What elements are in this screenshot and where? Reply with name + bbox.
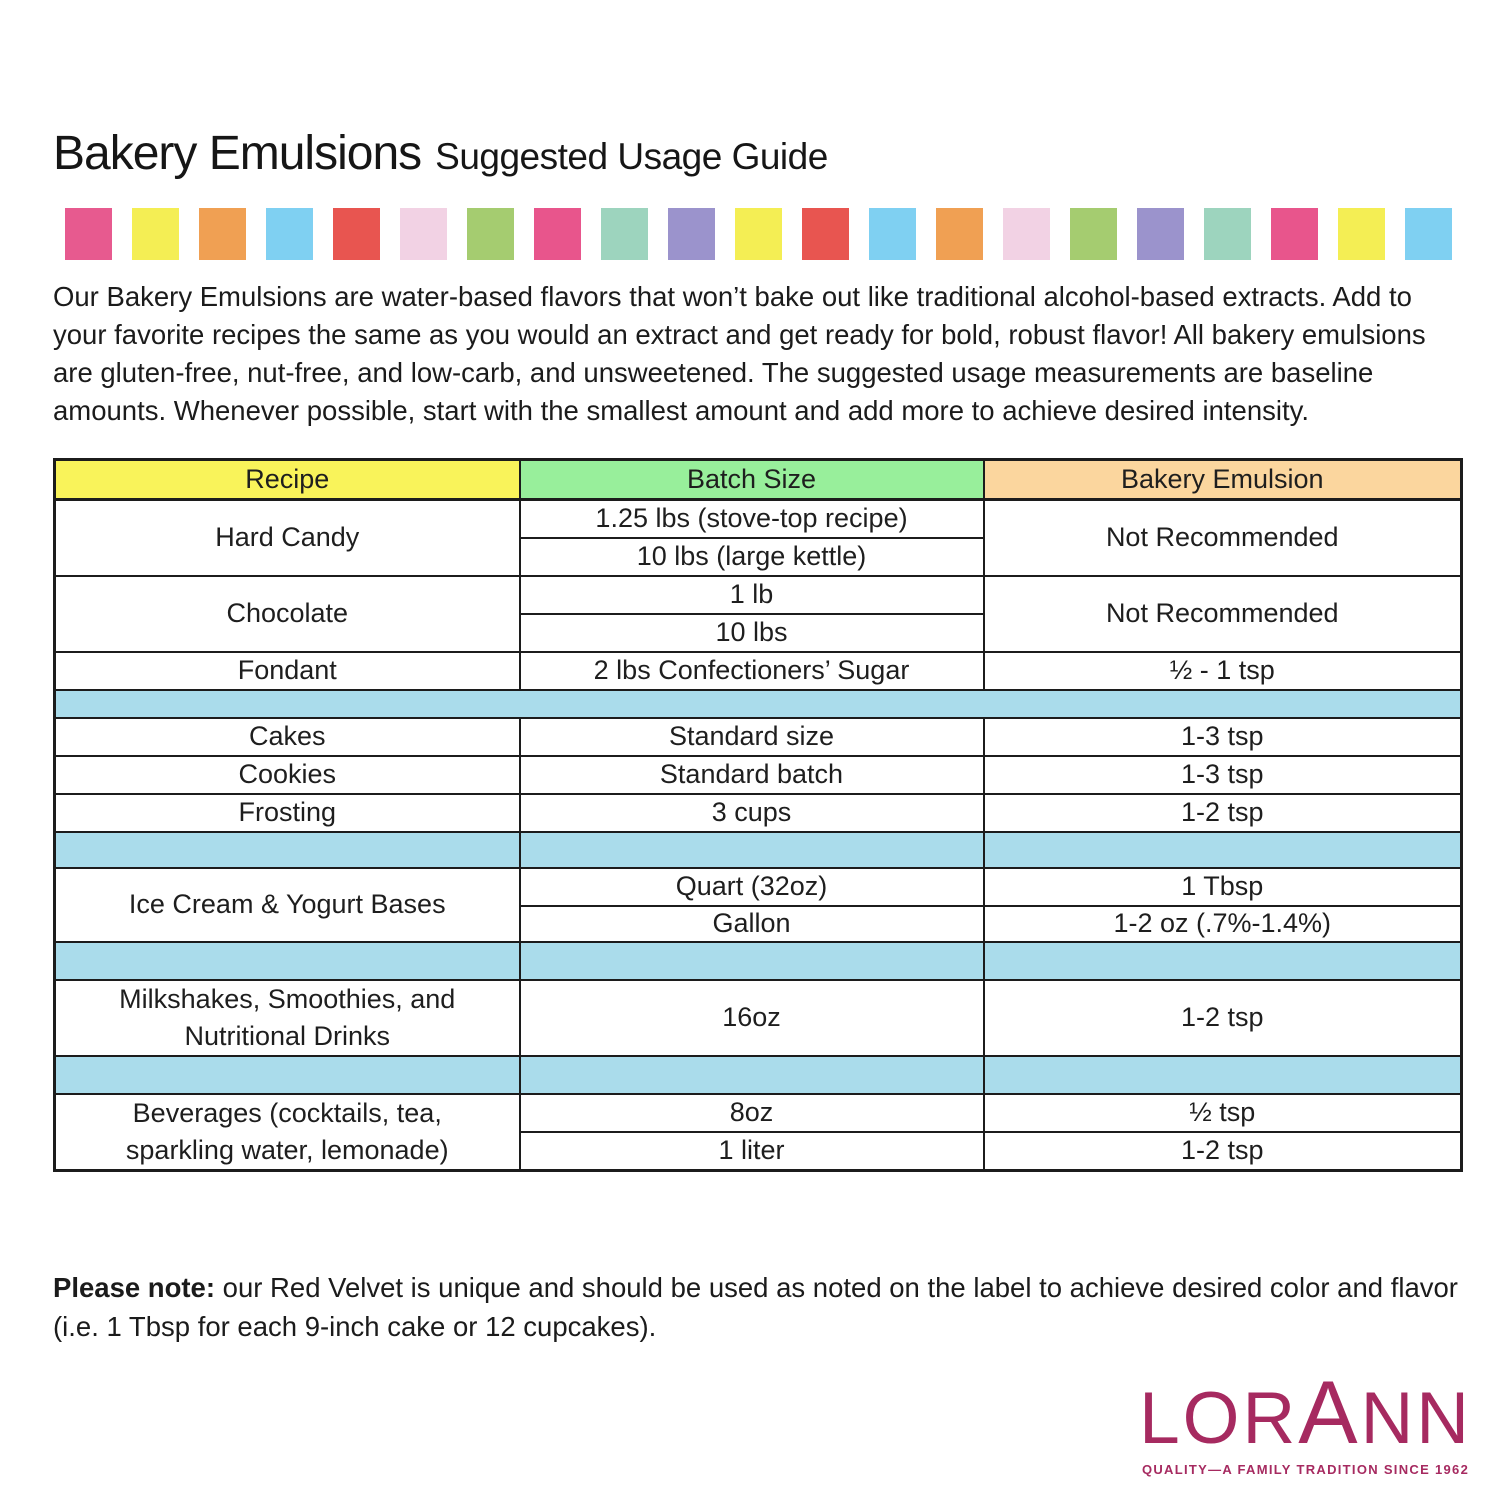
cell-batch-size: Standard size (520, 718, 984, 756)
cell-recipe: Chocolate (55, 576, 520, 652)
palette-square (467, 208, 514, 260)
palette-square (534, 208, 581, 260)
column-header-recipe: Recipe (55, 460, 520, 500)
separator-cell (520, 832, 984, 868)
separator-cell (984, 832, 1462, 868)
cell-batch-size: 10 lbs (large kettle) (520, 538, 984, 576)
usage-table (53, 458, 1463, 1172)
cell-batch-size: Quart (32oz) (520, 868, 984, 906)
wordmark-letter: O (1182, 1378, 1243, 1459)
separator-row (55, 1056, 1462, 1094)
separator-cell (984, 1056, 1462, 1094)
palette-square (132, 208, 179, 260)
cell-batch-size: 3 cups (520, 794, 984, 832)
cell-batch-size: 8oz (520, 1094, 984, 1132)
wordmark-letter: R (1242, 1378, 1299, 1459)
cell-emulsion: Not Recommended (984, 576, 1462, 652)
palette-square (869, 208, 916, 260)
palette-square (400, 208, 447, 260)
table-row-frosting (55, 794, 1462, 832)
palette-square (266, 208, 313, 260)
separator-row (55, 832, 1462, 868)
separator-row (55, 942, 1462, 980)
cell-batch-size: Standard batch (520, 756, 984, 794)
cell-emulsion: 1-2 tsp (984, 1132, 1462, 1170)
title-main: Bakery Emulsions (53, 127, 422, 180)
logo-tagline: QUALITY—A FAMILY TRADITION SINCE 1962 (1141, 1462, 1470, 1477)
cell-batch-size: 10 lbs (520, 614, 984, 652)
table-row-hard-candy (55, 500, 1462, 538)
cell-emulsion: 1 Tbsp (984, 868, 1462, 906)
table-row-milkshakes (55, 980, 1462, 1056)
cell-recipe (55, 1094, 520, 1171)
separator-cell (984, 942, 1462, 980)
palette-square (1271, 208, 1318, 260)
cell-emulsion: 1-2 tsp (984, 794, 1462, 832)
table-row-chocolate (55, 576, 1462, 614)
note-label: Please note: (53, 1271, 216, 1303)
separator-cell (55, 942, 520, 980)
separator-cell (520, 942, 984, 980)
color-palette-strip (65, 208, 1460, 260)
palette-square (1070, 208, 1117, 260)
cell-batch-size: 1 liter (520, 1132, 984, 1170)
cell-batch-size: 2 lbs Confectioners’ Sugar (520, 652, 984, 690)
table-row-cookies (55, 756, 1462, 794)
cell-recipe (55, 980, 520, 1056)
cell-batch-size: 1.25 lbs (stove-top recipe) (520, 500, 984, 538)
intro-paragraph: Our Bakery Emulsions are water-based flavors that won’t bake out like traditional alcohol-based extracts. Add to your favorite recipes the same as you would an extract and get ready for bold, robust flavor! All bakery emulsions are gluten-free, nut-free, and low-carb, and unsweetened. The suggested usage measurements are baseline amounts. Whenever possible, start with the smallest amount and add more to achieve desired intensity. (53, 281, 1426, 426)
table-row-cakes (55, 718, 1462, 756)
cell-recipe: Fondant (55, 652, 520, 690)
cell-emulsion: 1-2 oz (.7%-1.4%) (984, 906, 1462, 942)
wordmark-letter: N (1360, 1378, 1417, 1459)
separator-cell (55, 690, 1462, 718)
table-header-row (55, 460, 1462, 500)
cell-recipe: Frosting (55, 794, 520, 832)
cell-batch-size: Gallon (520, 906, 984, 942)
wordmark-letter: L (1139, 1378, 1183, 1459)
cell-batch-size: 16oz (520, 980, 984, 1056)
palette-square (1204, 208, 1251, 260)
cell-recipe-text: Milkshakes, Smoothies, and Nutritional Drinks (119, 983, 456, 1051)
cell-emulsion: ½ - 1 tsp (984, 652, 1462, 690)
palette-square (199, 208, 246, 260)
note-paragraph (53, 1268, 1460, 1346)
separator-cell (55, 832, 520, 868)
cell-recipe-text: Beverages (cocktails, tea, sparkling water, lemonade) (125, 1097, 449, 1165)
table-row-beverages (55, 1094, 1462, 1132)
palette-square (802, 208, 849, 260)
lorann-wordmark (1139, 1362, 1472, 1462)
title-subtitle: Suggested Usage Guide (435, 136, 828, 177)
palette-square (735, 208, 782, 260)
palette-square (333, 208, 380, 260)
table-row-fondant (55, 652, 1462, 690)
separator-row (55, 690, 1462, 718)
lorann-logo (1139, 1362, 1472, 1477)
table-row-ice-cream (55, 868, 1462, 906)
wordmark-letter: N (1416, 1378, 1472, 1459)
cell-recipe: Hard Candy (55, 500, 520, 576)
palette-square (668, 208, 715, 260)
palette-square (936, 208, 983, 260)
cell-emulsion: Not Recommended (984, 500, 1462, 576)
palette-square (1405, 208, 1452, 260)
palette-square (1137, 208, 1184, 260)
palette-square (1338, 208, 1385, 260)
cell-emulsion: ½ tsp (984, 1094, 1462, 1132)
cell-recipe: Ice Cream & Yogurt Bases (55, 868, 520, 942)
palette-square (1003, 208, 1050, 260)
wordmark-letter-tall-a: A (1298, 1362, 1361, 1462)
separator-cell (55, 1056, 520, 1094)
palette-square (601, 208, 648, 260)
cell-emulsion: 1-3 tsp (984, 718, 1462, 756)
cell-recipe: Cookies (55, 756, 520, 794)
note-text: our Red Velvet is unique and should be used as noted on the label to achieve desired color and flavor (i.e. 1 Tbsp for each 9-inch cake or 12 cupcakes). (53, 1271, 1458, 1342)
column-header-batch-size: Batch Size (520, 460, 984, 500)
cell-recipe: Cakes (55, 718, 520, 756)
page-title (53, 126, 1460, 181)
cell-batch-size: 1 lb (520, 576, 984, 614)
palette-square (65, 208, 112, 260)
separator-cell (520, 1056, 984, 1094)
cell-emulsion: 1-3 tsp (984, 756, 1462, 794)
column-header-bakery-emulsion: Bakery Emulsion (984, 460, 1462, 500)
cell-emulsion: 1-2 tsp (984, 980, 1462, 1056)
